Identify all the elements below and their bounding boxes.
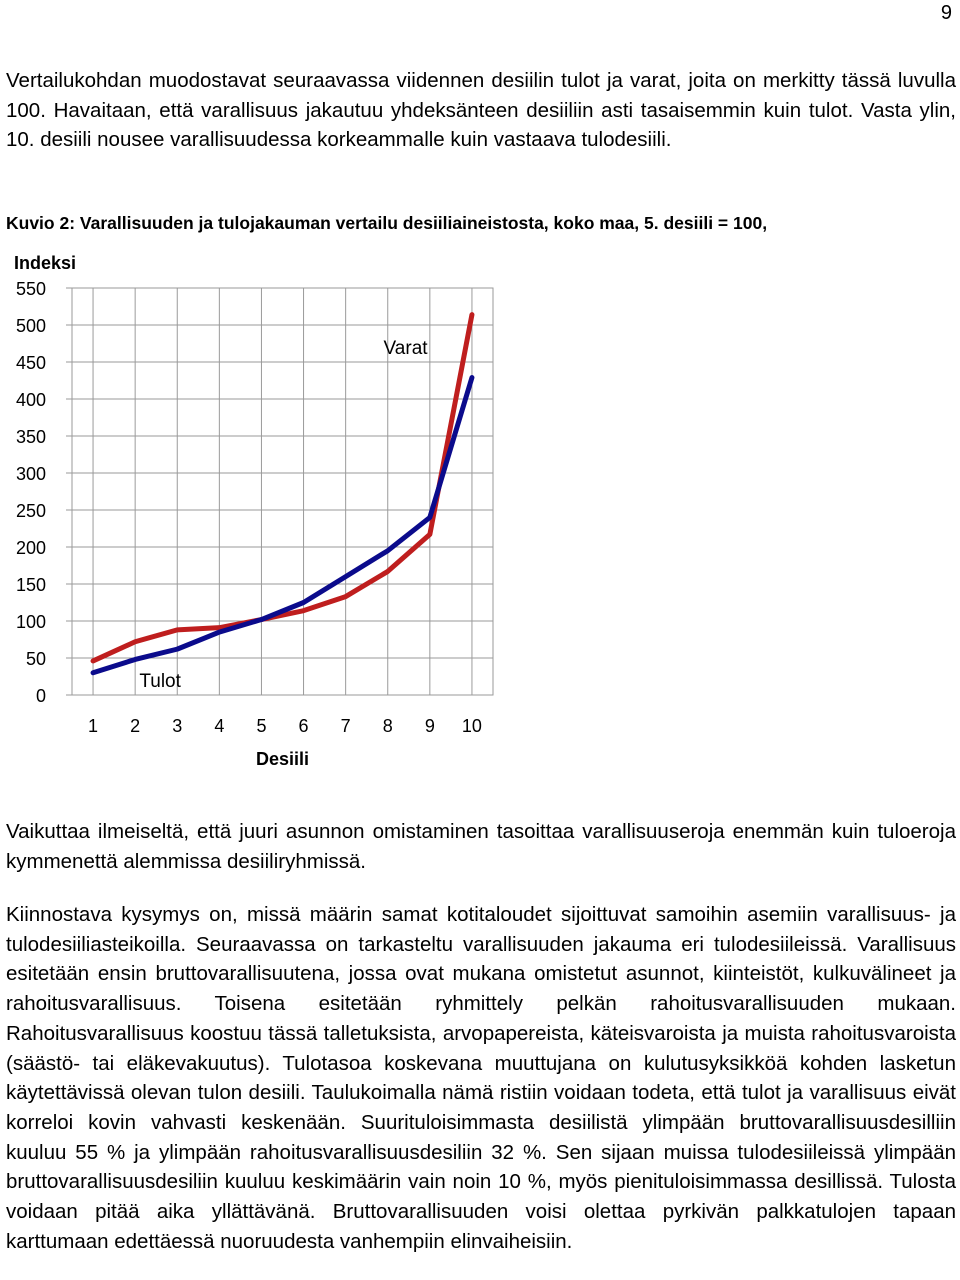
x-tick-label: 3 (172, 716, 183, 736)
x-axis-label: Desiili (255, 749, 310, 769)
x-tick-label: 1 (88, 716, 99, 736)
figure-caption: Kuvio 2: Varallisuuden ja tulojakauman vertailu desiiliaineistosta, koko maa, 5. desiili = 100, (6, 213, 768, 233)
annotation-varat: Varat (383, 338, 428, 360)
y-tick-label: 100 (15, 612, 46, 632)
y-tick-label: 250 (15, 501, 46, 521)
y-tick-label: 200 (15, 538, 46, 558)
x-tick-label: 8 (382, 716, 393, 736)
x-tick-label: 7 (340, 716, 351, 736)
page-number: 9 (940, 2, 952, 24)
x-tick-label: 6 (298, 716, 309, 736)
annotation-tulot: Tulot (139, 671, 181, 693)
y-tick-label: 500 (15, 316, 46, 336)
x-tick-label: 10 (461, 716, 482, 736)
y-tick-label: 50 (25, 649, 46, 669)
paragraph-3: Kiinnostava kysymys on, missä määrin samat kotitaloudet sijoittuvat samoihin asemiin varallisuus- ja tulodesiiliasteikoilla. Seuraavassa on tarkasteltu varallisuuden jakauma eri tulodesiileissä. Varallisuus esitetään ensin bruttovarallisuutena, jossa ovat mukana omistetut asunnot, kiinteistöt, kulkuvälineet ja rahoitusvarallisuus. Toisena esitetään ryhmittely pelkän rahoitusvarallisuuden mukaan. Rahoitusvarallisuus koostuu tässä talletuksista, arvopapereista, käteisvaroista ja muista rahoitusvaroista (säästö- tai eläkevakuutus). Tulotasoa koskevana muuttujana on kulutusyksikköä kohden lasketun käytettävissä olevan tulon desiili. Taulukoimalla nämä ristiin voidaan todeta, että tulot ja varallisuus eivät korreloi kovin vahvasti keskenään. Suurituloisimmasta desiilistä ylimpään bruttovarallisuusdesilliin kuuluu 55 % ja ylimpään rahoitusvarallisuusdesiliin 32 %. Sen sijaan muissa tulodesiileissä ylimpään bruttovarallisuusdesiliin kuuluu keskimäärin vain noin 10 %, myös pienituloisimmassa desillissä. Tulosta voidaan pitää aika yllättävänä. Bruttovarallisuuden voisi olettaa pyrkivän palkkatulojen tapaan karttumaan edettäessä nuoruudesta vanhempiin elinvaiheisiin. (6, 903, 956, 1253)
x-tick-label: 5 (256, 716, 267, 736)
x-tick-label: 2 (130, 716, 141, 736)
paragraph-2: Vaikuttaa ilmeiseltä, että juuri asunnon omistaminen tasoittaa varallisuuseroja enemmän kuin tuloeroja kymmenettä alemmissa desiiliryhmissä. (6, 820, 956, 873)
y-axis-label: Indeksi (14, 253, 77, 273)
y-tick-label: 450 (15, 353, 46, 373)
chart (0, 245, 500, 775)
y-tick-label: 300 (15, 464, 46, 484)
y-tick-label: 400 (15, 390, 46, 410)
y-tick-label: 350 (15, 427, 46, 447)
intro-paragraph: Vertailukohdan muodostavat seuraavassa viidennen desiilin tulot ja varat, joita on merkitty tässä luvulla 100. Havaitaan, että varallisuus jakautuu yhdeksänteen desiiliin asti tasaisemmin kuin tulot. Vasta ylin, 10. desiili nousee varallisuudessa korkeammalle kuin vastaava tulodesiili. (6, 69, 956, 152)
y-tick-label: 550 (15, 279, 46, 299)
x-tick-label: 4 (214, 716, 225, 736)
y-tick-label: 0 (35, 686, 46, 706)
x-tick-label: 9 (424, 716, 435, 736)
y-tick-label: 150 (15, 575, 46, 595)
